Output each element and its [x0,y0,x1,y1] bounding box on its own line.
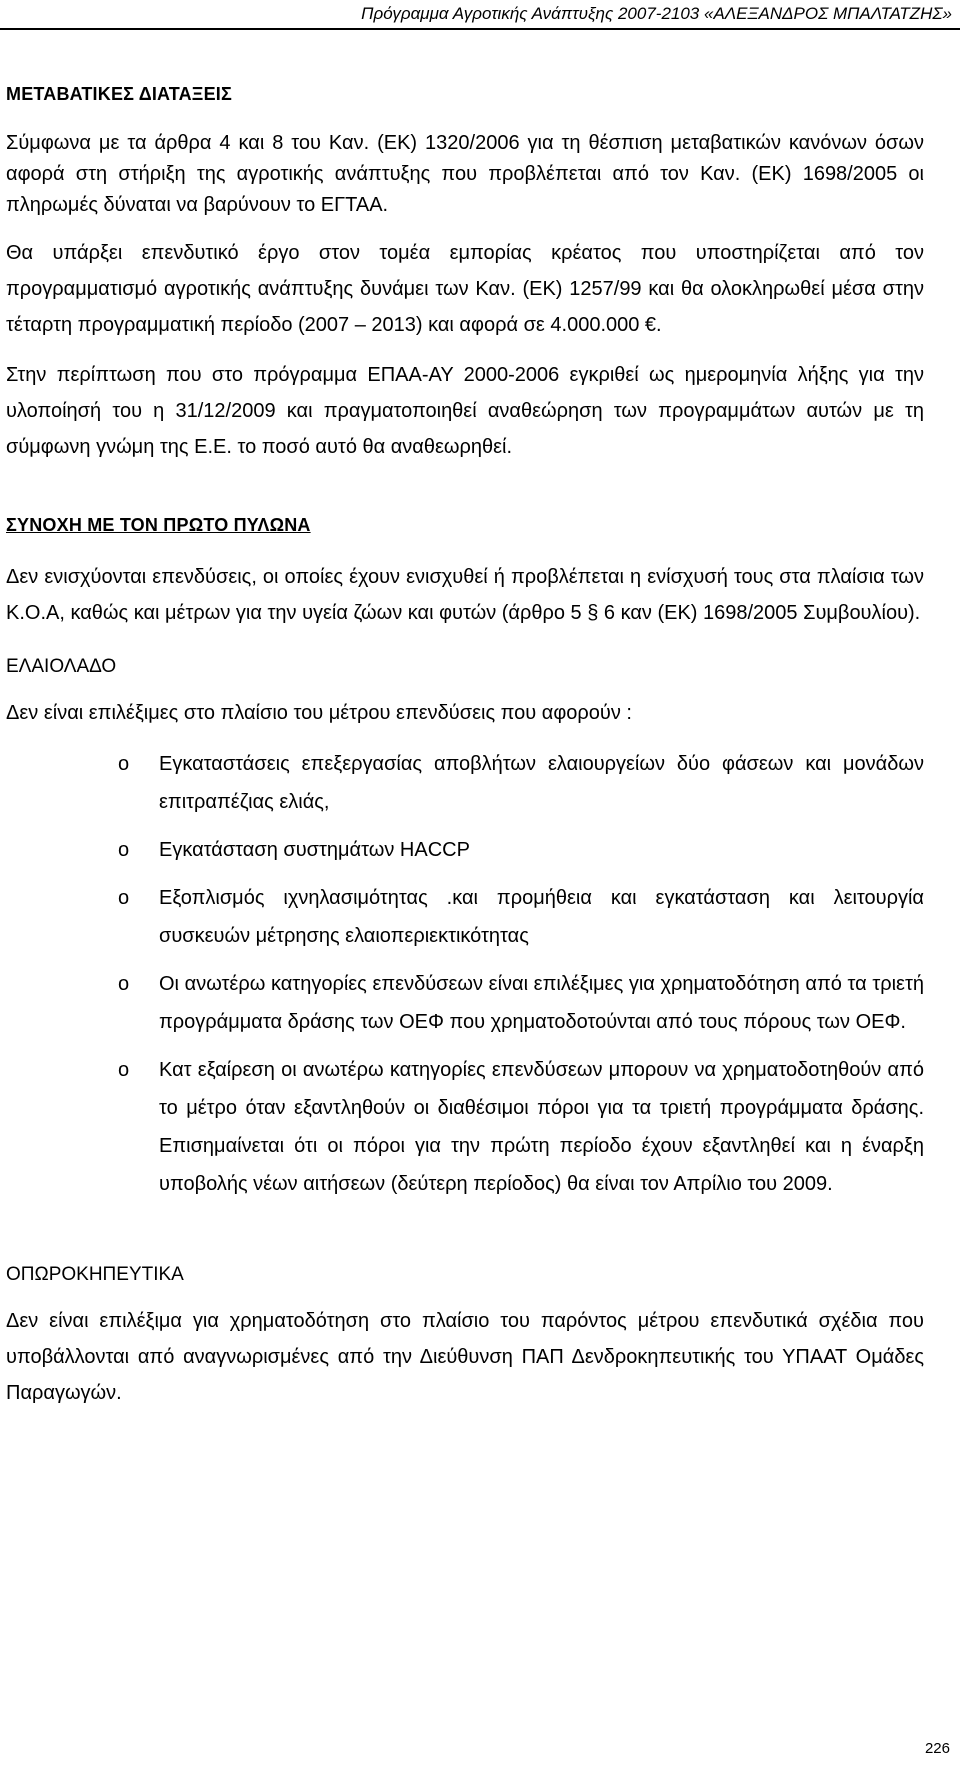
paragraph-fruit-1: Δεν είναι επιλέξιμα για χρηματοδότηση στο πλαίσιο του παρόντος μέτρου επενδυτικά σχέδια που υποβάλλονται από αναγνωρισμένες από την Διεύθυνση ΠΑΠ Δενδροκηπευτικής του ΥΠΑΑΤ Ομάδες Παραγωγών. [6,1310,924,1404]
list-item: o Εγκατάσταση συστημάτων HACCP [6,831,924,869]
list-item: o Κατ εξαίρεση οι ανωτέρω κατηγορίες επενδύσεων μπορουν να χρηματοδοτηθούν από το μέτρο όταν εξαντληθούν οι διαθέσιμοι πόροι για τα τριετή προγράμματα δράσης. Επισημαίνεται ότι οι πόροι για την πρώτη περίοδο έχουν εξαντληθεί και η έναρξη υποβολής νέων αιτήσεων (δεύτερη περίοδος) θα είναι τον Απρίλιο του 2009. [6,1051,924,1203]
list-item: o Οι ανωτέρω κατηγορίες επενδύσεων είναι επιλέξιμες για χρηματοδότηση από τα τριετή προγράμματα δράσης των ΟΕΦ που χρηματοδοτούνται από τους πόρους των ΟΕΦ. [6,965,924,1041]
list-item: o Εγκαταστάσεις επεξεργασίας αποβλήτων ελαιουργείων δύο φάσεων και μονάδων επιτραπέζιας ελιάς, [6,745,924,821]
paragraph-coherence-1: Δεν ενισχύονται επενδύσεις, οι οποίες έχουν ενισχυθεί ή προβλέπεται η ενίσχυσή τους στα πλαίσια των Κ.Ο.Α, καθώς και μέτρων για την υγεία ζώων και φυτών (άρθρο 5 § 6 καν (ΕΚ) 1698/2005 Συμβουλίου). [6,566,924,624]
bullet-glyph: o [118,1059,130,1081]
olive-list [6,745,924,1203]
section-heading-coherence: ΣΥΝΟΧΗ ΜΕ ΤΟΝ ΠΡΩΤΟ ΠΥΛΩΝΑ [6,515,311,535]
paragraph-transitional-3: Στην περίπτωση που στο πρόγραμμα ΕΠΑΑ-ΑΥ 2000-2006 εγκριθεί ως ημερομηνία λήξης για την υλοποίησή του η 31/12/2009 και πραγματοποιηθεί αναθεώρηση των προγραμμάτων αυτών με τη σύμφωνη γνώμη της Ε.Ε. το ποσό αυτό θα αναθεωρηθεί. [6,364,924,458]
running-header: Πρόγραμμα Αγροτικής Ανάπτυξης 2007-2103 «ΑΛΕΞΑΝΔΡΟΣ ΜΠΑΛΤΑΤΖΗΣ» [361,4,952,23]
section-heading-transitional: ΜΕΤΑΒΑΤΙΚΕΣ ΔΙΑΤΑΞΕΙΣ [6,84,232,104]
paragraph-olive-intro: Δεν είναι επιλέξιμες στο πλαίσιο του μέτρου επενδύσεις που αφορούν : [6,702,632,724]
section-heading-fruit: ΟΠΩΡΟΚΗΠΕΥΤΙΚΑ [6,1264,184,1285]
header-rule [0,28,960,30]
list-item: o Εξοπλισμός ιχνηλασιμότητας .και προμήθεια και εγκατάσταση και λειτουργία συσκευών μέτρησης ελαιοπεριεκτικότητας [6,879,924,955]
section-heading-olive: ΕΛΑΙΟΛΑΔΟ [6,656,117,677]
paragraph-transitional-2: Θα υπάρξει επενδυτικό έργο στον τομέα εμπορίας κρέατος που υποστηρίζεται από τον προγραμματισμό αγροτικής ανάπτυξης δυνάμει των Καν. (ΕΚ) 1257/99 και θα ολοκληρωθεί μέσα στην τέταρτη προγραμματική περίοδο (2007 – 2013) και αφορά σε 4.000.000 €. [6,242,924,336]
bullet-glyph: o [118,887,130,909]
bullet-glyph: o [118,973,130,995]
bullet-glyph: o [118,753,130,775]
bullet-glyph: o [118,839,130,861]
page-content [6,82,924,1411]
page-number: 226 [924,1740,950,1757]
paragraph-transitional-1: Σύμφωνα με τα άρθρα 4 και 8 του Καν. (ΕΚ) 1320/2006 για τη θέσπιση μεταβατικών κανόνων όσων αφορά στη στήριξη της αγροτικής ανάπτυξης που προβλέπεται από τον Καν. (ΕΚ) 1698/2005 οι πληρωμές δύναται να βαρύνουν το ΕΓΤΑΑ. [6,132,924,216]
